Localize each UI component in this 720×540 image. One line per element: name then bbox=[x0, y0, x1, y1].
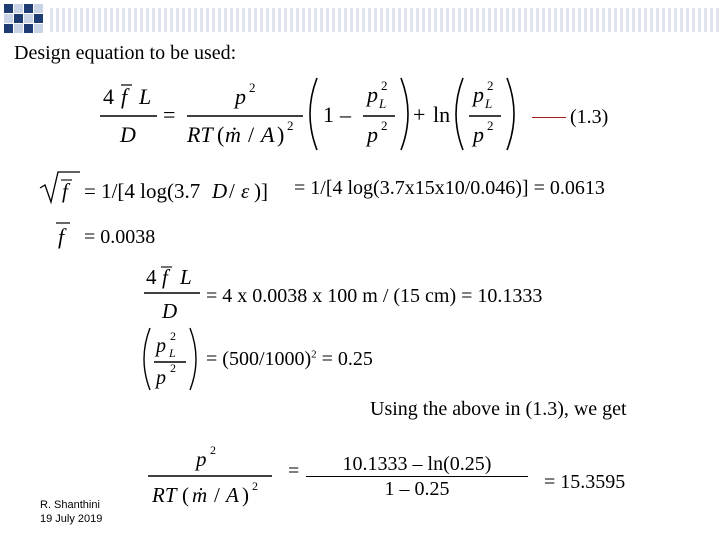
svg-text:2: 2 bbox=[381, 78, 388, 93]
svg-text:L: L bbox=[485, 96, 493, 111]
svg-text:2: 2 bbox=[170, 329, 176, 343]
svg-text:A: A bbox=[261, 122, 275, 147]
footer-date: 19 July 2019 bbox=[40, 513, 103, 525]
header-stripe bbox=[50, 8, 720, 32]
svg-text:): ) bbox=[242, 483, 249, 507]
slide-heading: Design equation to be used: bbox=[14, 42, 237, 64]
svg-text:f: f bbox=[62, 179, 68, 203]
svg-text:D: D bbox=[162, 299, 178, 323]
equation-pointer-line bbox=[532, 117, 566, 118]
svg-text:p: p bbox=[196, 447, 207, 471]
svg-text:p: p bbox=[367, 82, 378, 107]
svg-text:A: A bbox=[226, 483, 239, 507]
svg-text:(: ( bbox=[182, 483, 189, 507]
pressure-ratio-exponent: 2 bbox=[311, 348, 317, 361]
svg-text:2: 2 bbox=[249, 80, 256, 95]
svg-text:p: p bbox=[156, 367, 166, 389]
svg-text:ṁ: ṁ bbox=[225, 122, 241, 147]
svg-text:1: 1 bbox=[323, 102, 334, 127]
svg-text:L: L bbox=[139, 84, 152, 109]
svg-text:ṁ: ṁ bbox=[192, 483, 208, 507]
svg-text:2: 2 bbox=[287, 118, 294, 133]
svg-text:2: 2 bbox=[170, 361, 176, 375]
fld-value: = 4 x 0.0038 x 100 m / (15 cm) = 10.1333 bbox=[206, 285, 543, 307]
svg-text:/: / bbox=[229, 179, 235, 203]
svg-text:RT: RT bbox=[187, 122, 213, 147]
final-equals: = bbox=[288, 460, 300, 482]
svg-text:p: p bbox=[156, 335, 166, 357]
pressure-ratio-value bbox=[206, 348, 373, 371]
equation-1-3-graphic bbox=[95, 72, 535, 154]
svg-text:p: p bbox=[473, 82, 484, 107]
svg-text:f: f bbox=[121, 84, 128, 109]
svg-text:RT: RT bbox=[152, 483, 177, 507]
svg-text:L: L bbox=[379, 96, 387, 111]
svg-text:2: 2 bbox=[487, 118, 494, 133]
svg-text:f: f bbox=[162, 265, 168, 289]
final-rhs-fraction bbox=[306, 452, 528, 501]
svg-text:p: p bbox=[235, 84, 246, 109]
friction-factor-value: = 1/[4 log(3.7x15x10/0.046)] = 0.0613 bbox=[294, 177, 605, 199]
fld-fraction bbox=[142, 262, 204, 326]
pressure-ratio-fraction bbox=[140, 324, 202, 394]
friction-factor-formula bbox=[38, 168, 288, 208]
svg-text:ln: ln bbox=[433, 102, 451, 127]
final-result: = 15.3595 bbox=[544, 471, 626, 493]
svg-text:L: L bbox=[180, 265, 192, 289]
svg-text:/: / bbox=[248, 122, 255, 147]
svg-text:)]: )] bbox=[254, 179, 268, 203]
f-bar-symbol bbox=[50, 216, 80, 254]
equation-number: (1.3) bbox=[570, 106, 609, 128]
svg-text:/: / bbox=[214, 483, 220, 507]
svg-text:2: 2 bbox=[210, 443, 216, 457]
svg-text:p: p bbox=[367, 122, 378, 147]
svg-text:(: ( bbox=[217, 122, 225, 147]
footer bbox=[40, 498, 102, 526]
svg-text:2: 2 bbox=[487, 78, 494, 93]
svg-text:D: D bbox=[212, 179, 228, 203]
svg-text:+: + bbox=[413, 102, 426, 127]
svg-text:): ) bbox=[277, 122, 285, 147]
svg-text:ε: ε bbox=[241, 179, 250, 203]
svg-text:p: p bbox=[473, 122, 484, 147]
svg-text:L: L bbox=[169, 346, 176, 360]
svg-text:2: 2 bbox=[252, 479, 258, 493]
svg-text:= 1/[4 log(3.7: = 1/[4 log(3.7 bbox=[84, 179, 201, 203]
f-bar-value: = 0.0038 bbox=[84, 226, 156, 248]
svg-text:2: 2 bbox=[381, 118, 388, 133]
svg-text:4: 4 bbox=[103, 84, 114, 109]
final-lhs-fraction bbox=[146, 440, 276, 510]
svg-text:–: – bbox=[340, 102, 351, 127]
pressure-ratio-base: = (500/1000) bbox=[206, 348, 312, 370]
svg-text:4: 4 bbox=[146, 265, 157, 289]
footer-author: R. Shanthini bbox=[40, 499, 100, 511]
svg-text:D: D bbox=[120, 122, 136, 147]
using-text: Using the above in (1.3), we get bbox=[370, 398, 627, 420]
pressure-ratio-result: = 0.25 bbox=[316, 348, 373, 370]
svg-text:f: f bbox=[58, 224, 65, 249]
final-rhs-denominator: 1 – 0.25 bbox=[384, 478, 450, 500]
svg-text:=: = bbox=[163, 102, 176, 127]
final-rhs-numerator: 10.1333 – ln(0.25) bbox=[342, 453, 492, 475]
